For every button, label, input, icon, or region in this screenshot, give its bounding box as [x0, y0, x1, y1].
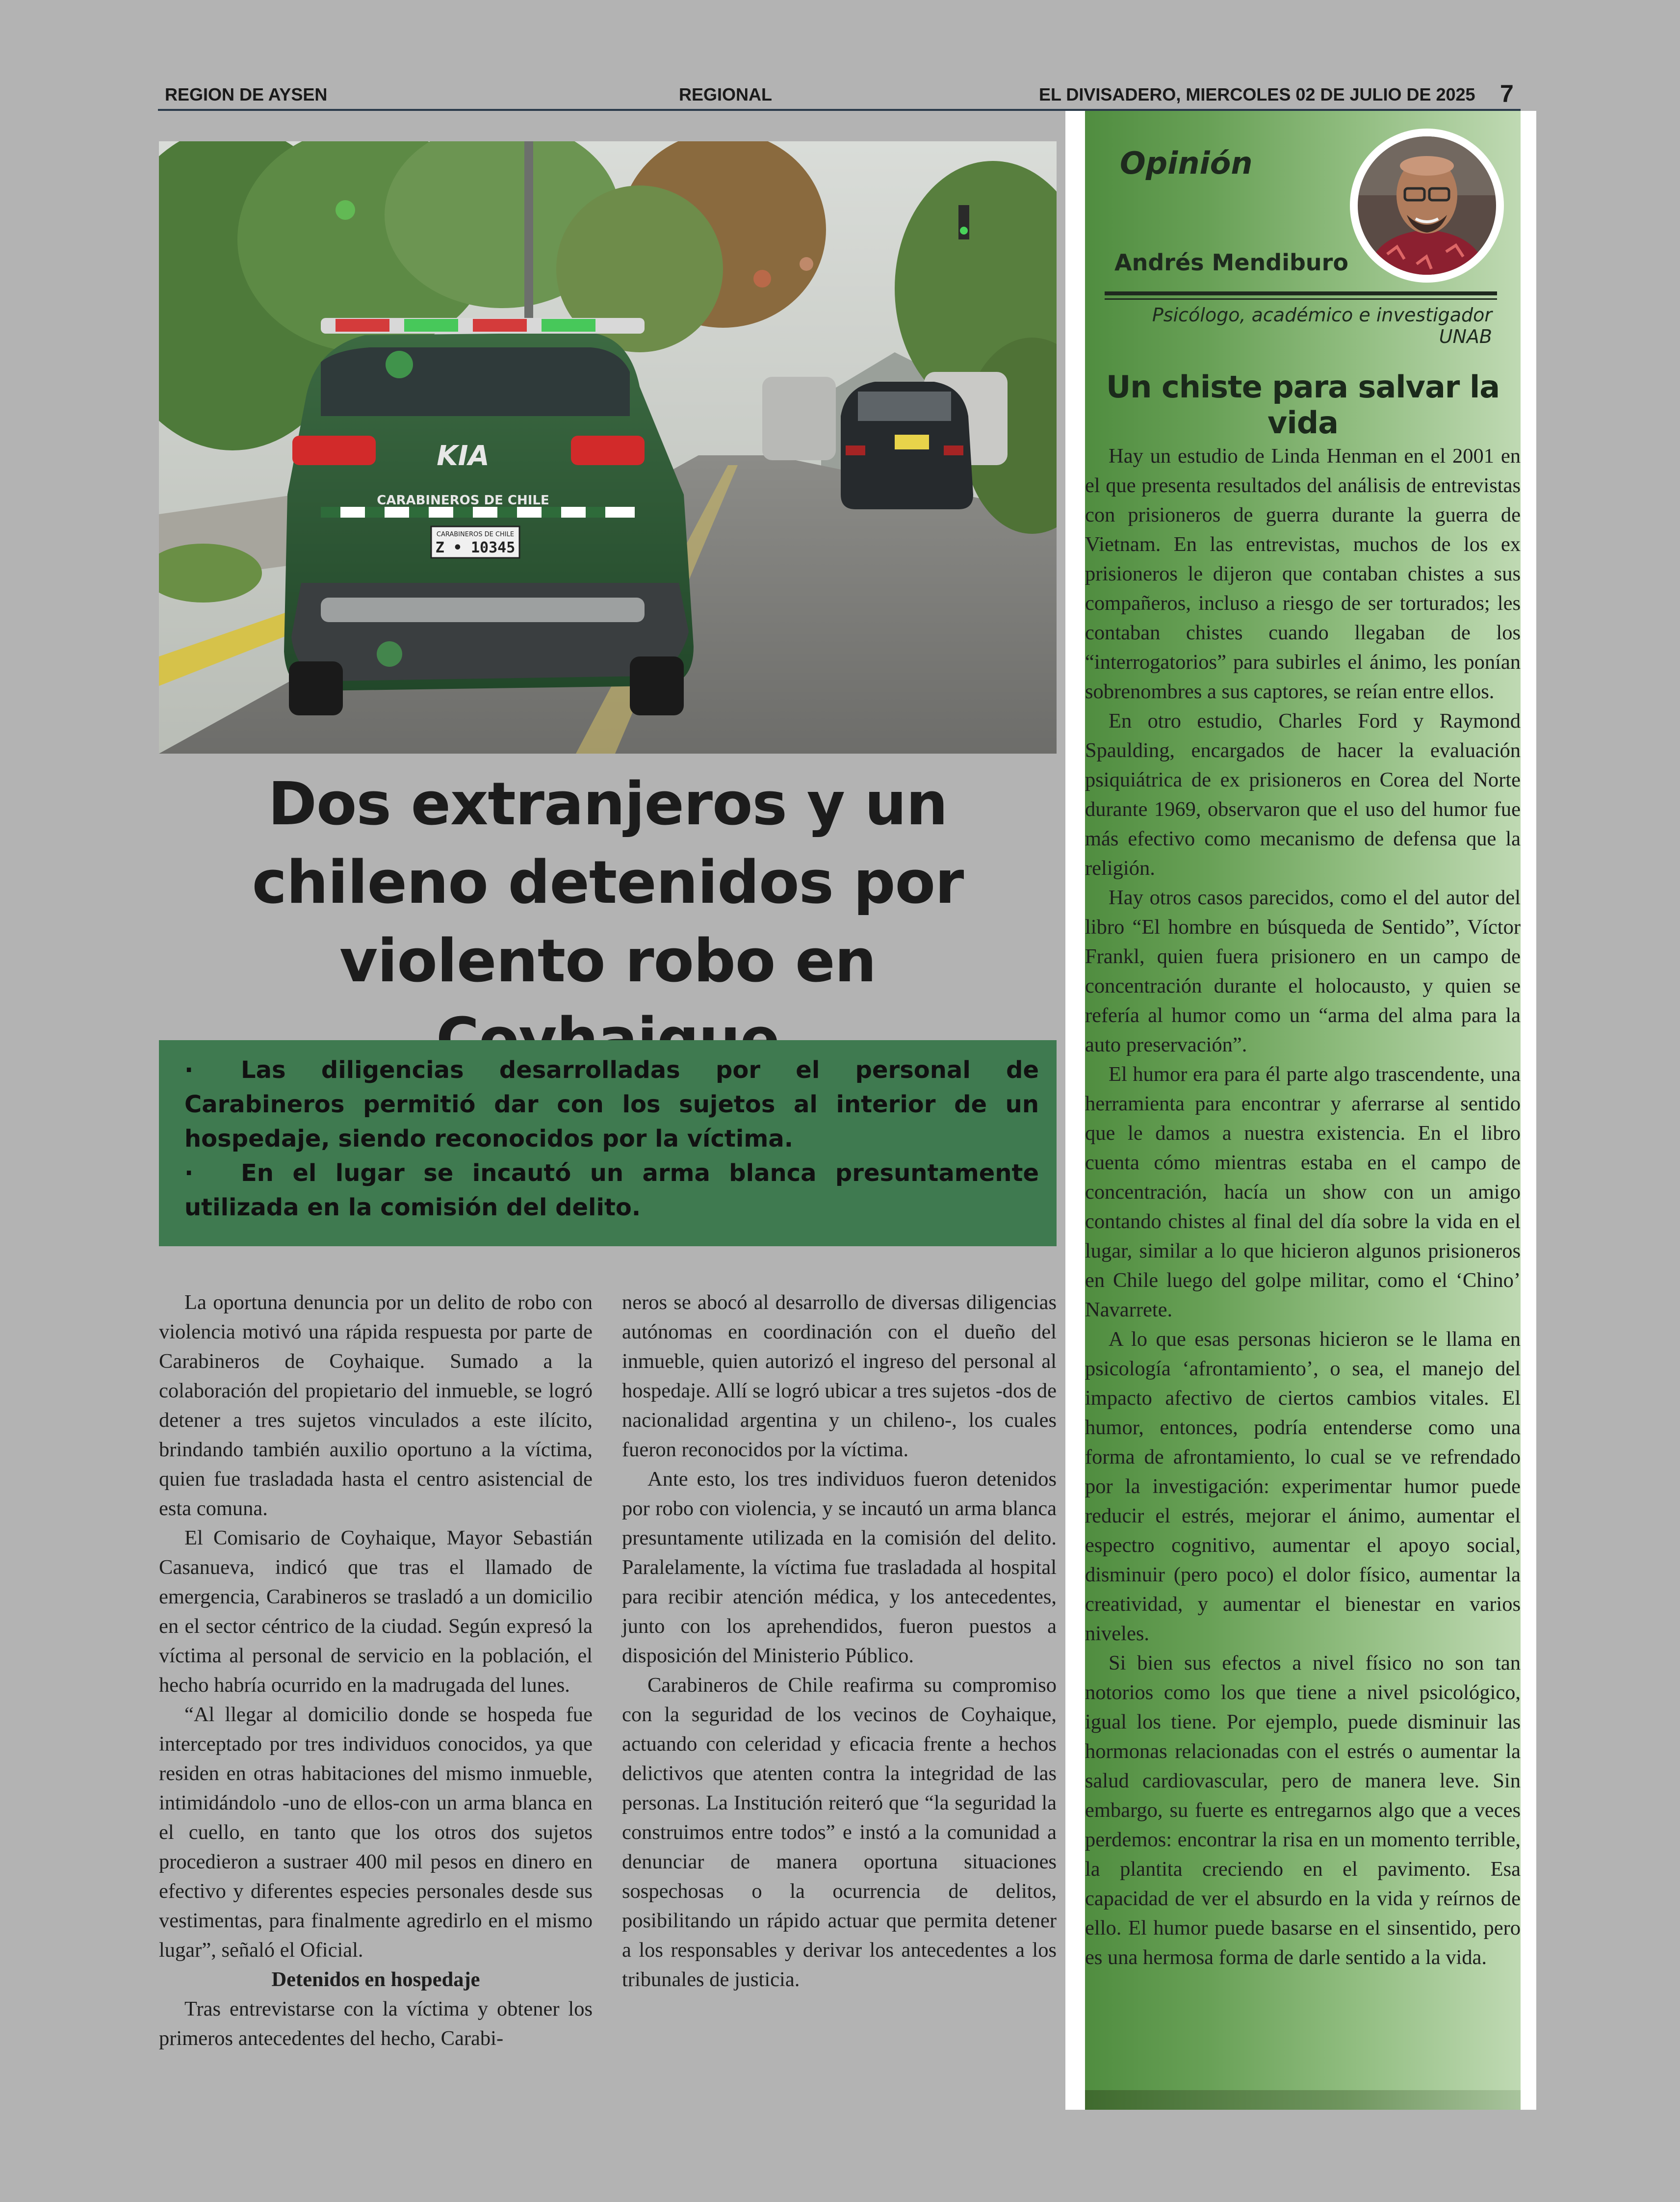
opinion-border-left [1065, 111, 1085, 2095]
article-column-2 [622, 1288, 1057, 1994]
opinion-paragraph: Si bien sus efectos a nivel físico no son tan notorios como los que tiene a nivel psicológico, igual los tiene. Por ejemplo, puede disminuir las hormonas relacionadas con el estrés o aumentar la salud cardiovascular, pero de manera leve. Sin embargo, su fuerte es entregarnos algo que a veces perdemos: encontrar la risa en un momento terrible, la plantita creciendo en el pavimento. Esa capacidad de ver el absurdo en la vida y reírnos de ello. El humor puede basarse en el sinsentido, pero es una hermosa forma de darle sentido a la vida. [1085, 1652, 1521, 1969]
author-rule-thin [1105, 298, 1497, 300]
article-paragraph: Tras entrevistarse con la víctima y obtener los primeros antecedentes del hecho, Carabi- [159, 1997, 593, 2050]
summary-bullet: · En el lugar se incautó un arma blanca presuntamente utilizada en la comisión del delito. [184, 1156, 1039, 1225]
opinion-paragraph: El humor era para él parte algo trascendente, una herramienta para encontrar y aferrarse al sentido que le damos a nuestra existencia. En el libro cuenta cómo mientras estaba en el campo de concentración, hacía un show con un amigo contando chistes al final del día sobre la vida en el lugar, similar a lo que hicieron algunos prisioneros en Chile luego del golpe militar, como el ‘Chino’ Navarrete. [1085, 1063, 1521, 1321]
headline [159, 765, 1057, 1079]
article-paragraph: La oportuna denuncia por un delito de robo con violencia motivó una rápida respuesta por parte de Carabineros de Coyhaique. Sumado a la colaboración del propietario del inmueble, se logró detener a tres sujetos vinculados a este ilícito, brindando también auxilio oportuno a la víctima, quien fue trasladada hasta el centro asistencial de esta comuna. [159, 1291, 593, 1520]
author-role: Psicólogo, académico e investigador UNAB [1152, 304, 1492, 347]
opinion-paragraph: Hay un estudio de Linda Henman en el 2001 en el que presenta resultados del análisis de entrevistas con prisioneros de guerra durante la guerra de Vietnam. En las entrevistas, muchos de los ex prisioneros le dijeron que contaban chistes a sus compañeros, incluso a riesgo de ser torturados; les contaban chistes cuando llegaban de los “interrogatorios” para subirles el ánimo, les ponían sobrenombres a sus captores, se reían entre ellos. [1085, 445, 1521, 703]
plate-text: Z • 10345 [435, 539, 516, 556]
section-label: REGIONAL [679, 84, 773, 105]
article-subheading: Detenidos en hospedaje [271, 1968, 480, 1991]
article-paragraph: El Comisario de Coyhaique, Mayor Sebastián Casanueva, indicó que tras el llamado de emergencia, Carabineros se trasladó a un domicilio en el sector céntrico de la ciudad. Según expresó la víctima al personal de servicio en la población, el hecho habría ocurrido en la madrugada del lunes. [159, 1526, 593, 1697]
car-brand-text: KIA [437, 440, 490, 472]
author-name: Andrés Mendiburo [1114, 249, 1348, 276]
page-number: 7 [1500, 80, 1514, 107]
bullet-glyph: · [184, 1056, 194, 1084]
region-label: REGION DE AYSEN [165, 84, 328, 105]
opinion-title: Un chiste para salvar la vida [1106, 369, 1500, 441]
car-text: CARABINEROS DE CHILE [377, 493, 549, 508]
headline-line: violento robo en [339, 927, 876, 996]
article-paragraph: Carabineros de Chile reafirma su compromiso con la seguridad de los vecinos de Coyhaique, actuando con celeridad y eficacia frente a hechos delictivos que atenten contra la integridad de las personas. La Institución reiteró que “la seguridad la construimos entre todos” e instó a la comunidad a denunciar de manera oportuna situaciones sospechosas o la ocurrencia de delitos, posibilitando un rápido actuar que permita detener a los responsables y derivar los antecedentes a los tribunales de justicia. [622, 1674, 1057, 1991]
article-paragraph: “Al llegar al domicilio donde se hospeda fue interceptado por tres individuos conocidos, ya que residen en otras habitaciones del mismo inmueble, intimidándolo -uno de ellos-con un arma blanca en el cuello, en tanto que los otros dos sujetos procedieron a sustraer 400 mil pesos en dinero en efectivo y diferentes especies personales desde sus vestimentas, para finalmente agredirlo en el mismo lugar”, señaló el Oficial. [159, 1703, 593, 1962]
summary-box [159, 1040, 1057, 1246]
headline-line: Dos extranjeros y un [268, 770, 948, 839]
opinion-bottom-band [1085, 2090, 1521, 2110]
headline-line: chileno detenidos por [252, 849, 964, 917]
article-paragraph: Ante esto, los tres individuos fueron detenidos por robo con violencia, y se incautó un arma blanca presuntamente utilizada en la comisión del delito. Paralelamente, la víctima fue trasladada al hospital para recibir atención médica, y los antecedentes, junto con los aprehendidos, fueron puestos a disposición del Ministerio Público. [622, 1468, 1057, 1667]
opinion-paragraph: Hay otros casos parecidos, como el del autor del libro “El hombre en búsqueda de Sentido”, Víctor Frankl, quien fuera prisionero en un campo de concentración durante el holocausto, y quien se refería al humor como un “arma del alma para la auto preservación”. [1085, 886, 1521, 1056]
opinion-body [1085, 442, 1521, 1972]
opinion-label: Opinión [1120, 145, 1253, 181]
plate-top-text: CARABINEROS DE CHILE [436, 531, 515, 538]
opinion-paragraph: En otro estudio, Charles Ford y Raymond Spaulding, encargados de hacer la evaluación psiquiátrica de ex prisioneros en Corea del Norte durante 1969, observaron que el uso del humor fue más efectivo como mecanismo de defensa que la religión. [1085, 709, 1521, 880]
article-paragraph: neros se abocó al desarrollo de diversas diligencias autónomas en coordinación con el dueño del inmueble, quien autorizó el ingreso del personal al hospedaje. Allí se logró ubicar a tres sujetos -dos de nacionalidad argentina y un chileno-, los cuales fueron reconocidos por la víctima. [622, 1291, 1057, 1461]
author-portrait-icon [1358, 136, 1496, 275]
author-avatar [1350, 129, 1504, 283]
dateline: EL DIVISADERO, MIERCOLES 02 DE JULIO DE 2025 [1039, 84, 1475, 105]
opinion-paragraph: A lo que esas personas hicieron se le llama en psicología ‘afrontamiento’, o sea, el manejo del impacto afectivo de ciertos cambios vitales. El humor, entonces, podría entenderse como una forma de afrontamiento, lo cual se ve refrendado por la investigación: experimentar humor puede reducir el estrés, mejorar el ánimo, aumentar el espectro cognitivo, aumentar el apoyo social, disminuir (pero poco) el dolor físico, aumentar la creatividad, y aumentar el bienestar en varios niveles. [1085, 1328, 1521, 1645]
news-photo [159, 141, 1057, 754]
bullet-glyph: · [184, 1159, 194, 1187]
author-rule [1105, 291, 1497, 295]
article-column-1 [159, 1288, 593, 2053]
opinion-border-right [1521, 111, 1536, 2095]
summary-bullet: · Las diligencias desarrolladas por el personal de Carabineros permitió dar con los sujetos al interior de un hospedaje, siendo reconocidos por la víctima. [184, 1053, 1039, 1156]
